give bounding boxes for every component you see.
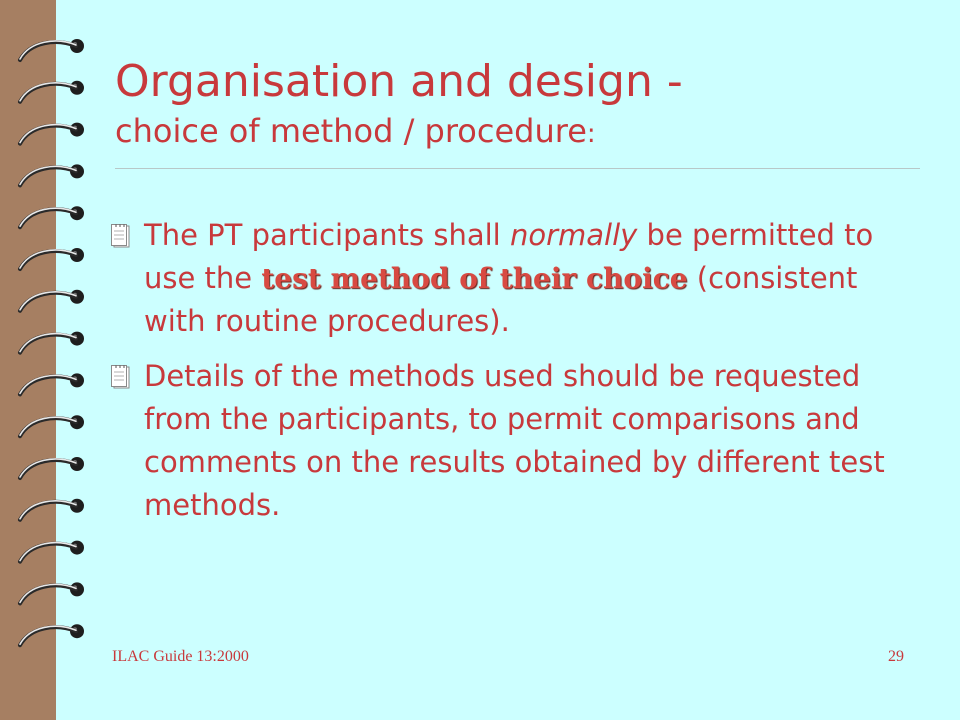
spiral-binding: [0, 0, 112, 720]
binder-ring: [20, 39, 84, 60]
notepad-icon: [108, 364, 132, 390]
binder-ring: [20, 332, 84, 353]
bullet-text-a: The PT participants shall: [144, 218, 510, 252]
footer-source: ILAC Guide 13:2000: [112, 648, 249, 665]
binder-ring: [20, 248, 84, 269]
binder-ring: [20, 457, 84, 478]
binder-ring: [20, 81, 84, 102]
notepad-icon: [108, 223, 132, 249]
binder-ring: [20, 123, 84, 144]
binder-ring: [20, 373, 84, 394]
binder-ring: [20, 290, 84, 311]
slide-title: [115, 56, 683, 155]
bullet-item: [108, 214, 888, 343]
bullet-text: Details of the methods used should be requested from the participants, to permit comparisons and comments on the results obtained by different test methods.: [144, 359, 885, 522]
bullet-text-e: (consistent with routine procedures).: [144, 261, 858, 338]
title-sub-text: choice of method / procedure: [115, 112, 587, 150]
bullet-list: [108, 214, 888, 539]
title-sub-colon: :: [586, 119, 596, 149]
binder-ring: [20, 582, 84, 603]
title-sub: [115, 110, 683, 155]
bullet-text-highlight: test method of their choice: [261, 262, 688, 295]
page-number: 29: [888, 648, 904, 665]
binder-ring: [20, 206, 84, 227]
title-divider: [115, 168, 920, 169]
bullet-text-emphasis: normally: [509, 218, 638, 252]
binder-ring: [20, 624, 84, 645]
title-main: Organisation and design -: [115, 56, 683, 107]
binder-ring: [20, 541, 84, 562]
binder-ring: [20, 164, 84, 185]
binder-ring: [20, 415, 84, 436]
bullet-text-c: be permitted to use the: [144, 218, 874, 295]
bullet-item: [108, 355, 888, 527]
binder-ring: [20, 499, 84, 520]
